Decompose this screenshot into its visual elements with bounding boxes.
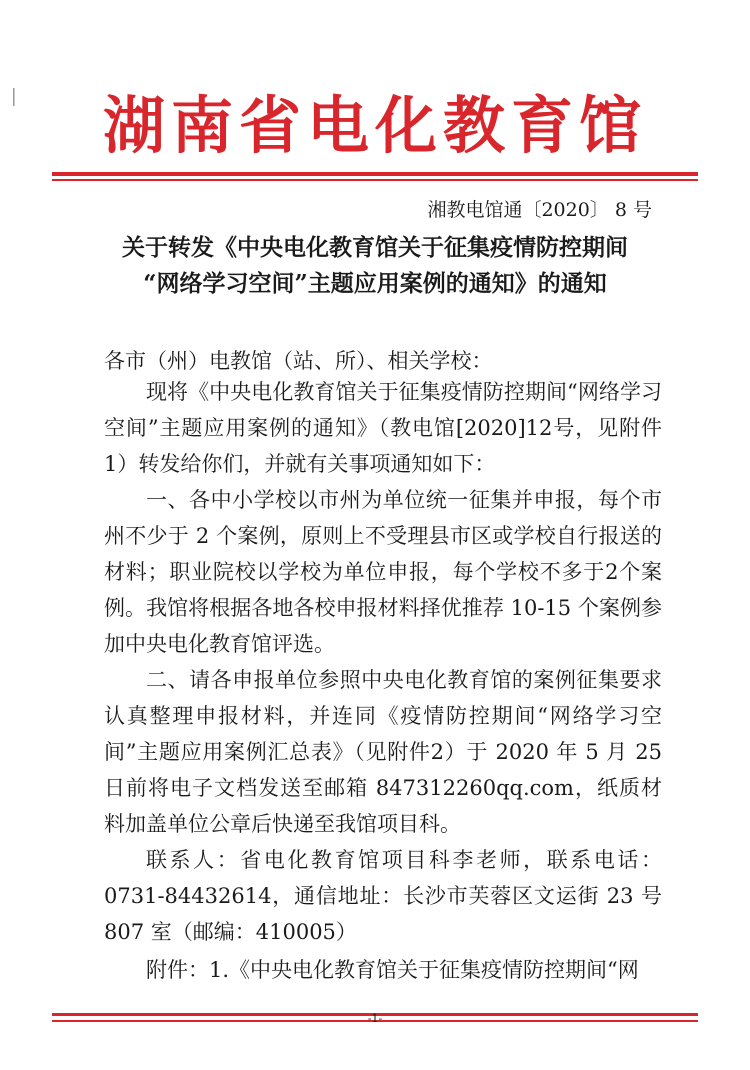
document-number: 湘教电馆通〔2020〕 8 号	[427, 199, 652, 221]
header-rule-thick	[52, 172, 698, 176]
salutation: 各市（州）电教馆（站、所）、相关学校：	[104, 349, 493, 373]
header-org-name: 湖南省电化教育馆	[102, 89, 647, 162]
paragraph-item-2: 二、请各申报单位参照中央电化教育馆的案例征集要求认真整理申报材料，并连同《疫情防控期间“网络学习空间”主题应用案例汇总表》（见附件2）于 2020 年 5 月 25 日前将电子文档发送至邮箱 847312260qq.com，纸质材料加盖单位公章后快递至我馆项目科。	[104, 668, 662, 836]
header-rule-thin	[52, 179, 698, 181]
page-number: -1-	[367, 1012, 383, 1025]
title-line-1: 关于转发《中央电化教育馆关于征集疫情防控期间	[122, 234, 628, 261]
paragraph-item-1: 一、各中小学校以市州为单位统一征集并申报，每个市州不少于 2 个案例，原则上不受理县市区或学校自行报送的材料；职业院校以学校为单位申报，每个学校不多于2个案例。我馆将根据各地各校申报材料择优推荐 10-15 个案例参加中央电化教育馆评选。	[104, 488, 662, 656]
paragraph-contact: 联系人：省电化教育馆项目科李老师，联系电话：0731-84432614，通信地址：长沙市芙蓉区文运街 23 号 807 室（邮编：410005）	[104, 848, 662, 944]
title-line-2: “网络学习空间”主题应用案例的通知》的通知	[143, 270, 607, 297]
paragraph-attachment: 附件：1.《中央电化教育馆关于征集疫情防控期间“网	[146, 958, 639, 982]
paragraph-intro: 现将《中央电化教育馆关于征集疫情防控期间“网络学习空间”主题应用案例的通知》（教电馆[2020]12号，见附件1）转发给你们，并就有关事项通知如下：	[104, 380, 662, 476]
